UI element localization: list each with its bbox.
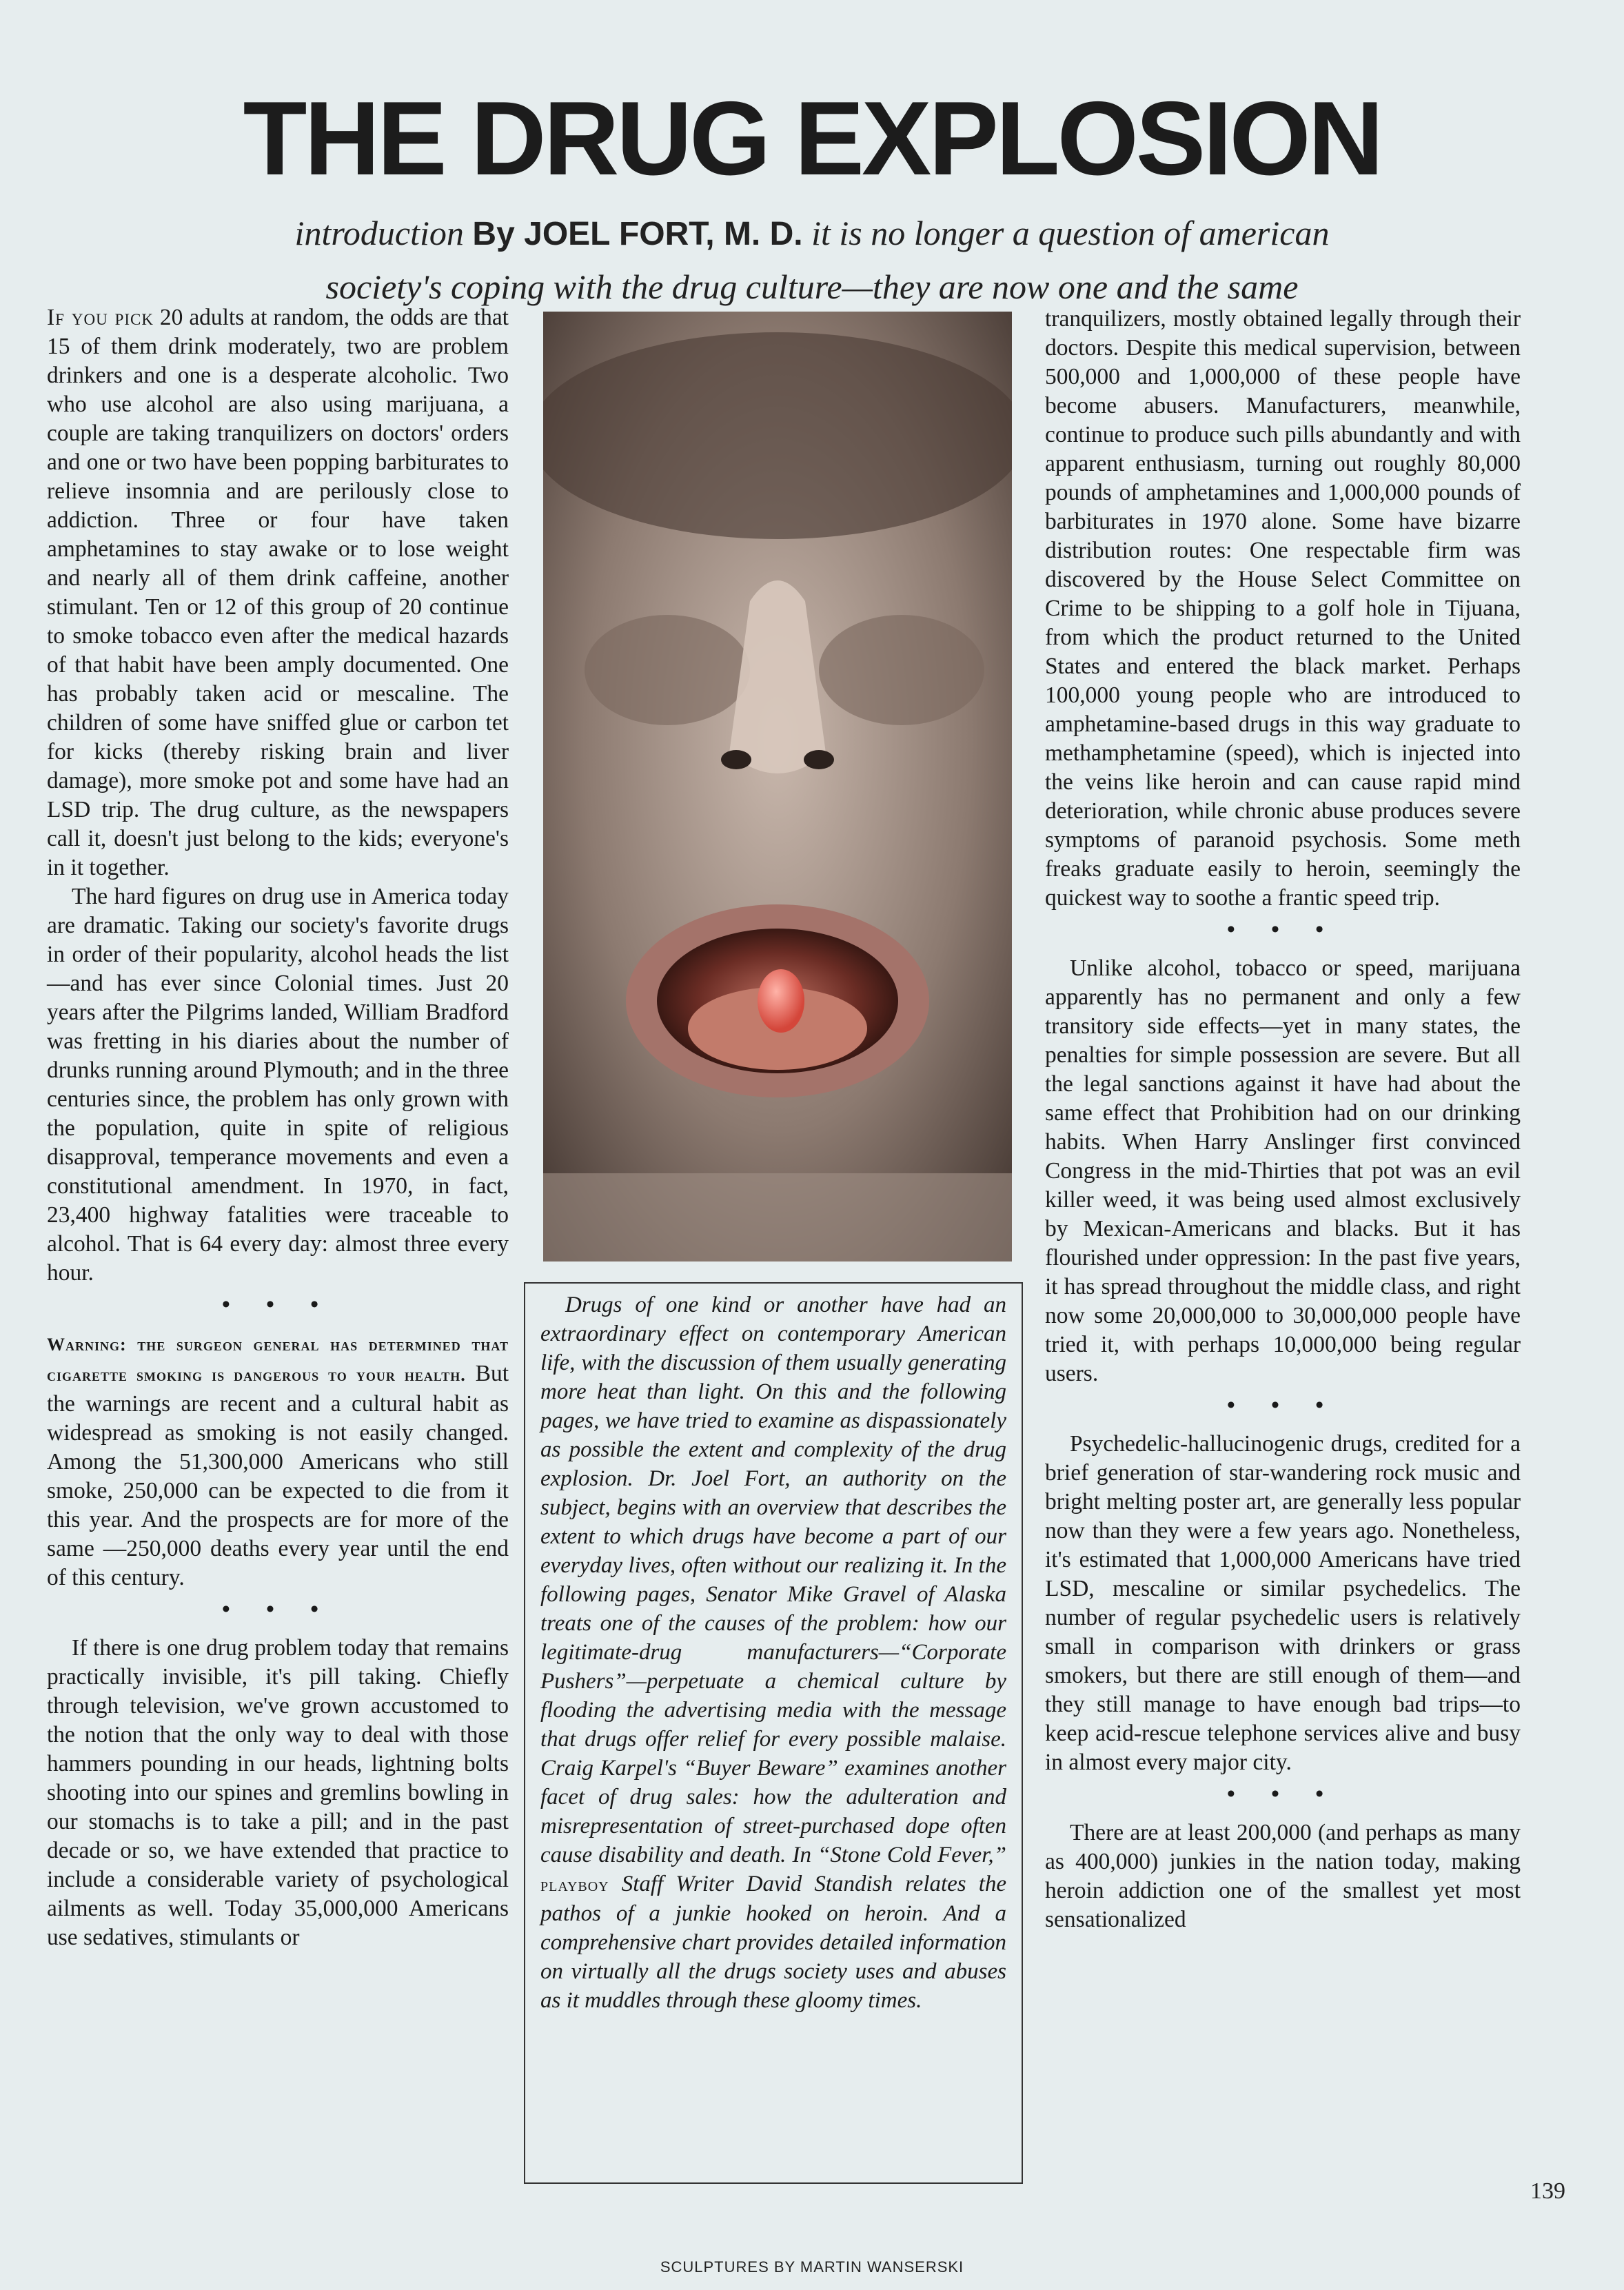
intro-prefix: introduction: [294, 214, 464, 252]
text-column-left: [47, 303, 509, 1952]
warning-lead: Warning: the surgeon general has determined that cigarette smoking is dangerous to your health.: [47, 1335, 509, 1385]
lead-in: If you pick: [47, 305, 154, 330]
section-break: • • •: [222, 1292, 334, 1317]
section-break: • • •: [1227, 1392, 1339, 1418]
deck-line-2: society's coping with the drug culture—they are now one and the same: [325, 267, 1299, 306]
paragraph: tranquilizers, mostly obtained legally through their doctors. Despite this medical supervision, between 500,000 and 1,000,000 of these people have become abusers. Manufacturers, meanwhile, continue to produce such pills abundantly and with apparent enthusiasm, turning out roughly 80,000 pounds of amphetamines and 1,000,000 pounds of barbiturates in 1970 alone. Some have bizarre distribution routes: One respectable firm was discovered by the House Select Committee on Crime to be shipping to a golf hole in Tijuana, from which the product returned to the United States and entered the black market. Perhaps 100,000 young people who are introduced to amphetamine-based drugs in this way graduate to methamphetamine (speed), which is injected into the veins like heroin and can cause rapid mind deterioration, while chronic abuse produces severe symptoms of paranoid psychosis. Some meth freaks graduate easily to heroin, seemingly the quickest way to soothe a frantic speed trip.: [1045, 306, 1521, 911]
paragraph: Psychedelic-hallucinogenic drugs, credited for a brief generation of star-wandering rock music and bright melting poster art, are generally less popular now than they were a few years ago. Nonetheless, it's estimated that 1,000,000 Americans have tried LSD, mescaline or similar psychedelics. The number of regular psychedelic users is relatively small in comparison with drinkers or grass smokers, but there are still enough of them—and they still manage to have enough bad trips—to keep acid-rescue telephone services alive and busy in almost every major city.: [1045, 1431, 1521, 1775]
section-break: • • •: [222, 1597, 334, 1622]
brand-name: playboy: [540, 1874, 609, 1896]
paragraph: [47, 1329, 509, 1592]
paragraph: There are at least 200,000 (and perhaps as many as 400,000) junkies in the nation today, making heroin addiction one of the smallest yet most sensationalized: [1045, 1820, 1521, 1932]
page-title: THE DRUG EXPLOSION: [243, 80, 1381, 197]
page-number: 139: [1530, 2178, 1565, 2204]
paragraph: Unlike alcohol, tobacco or speed, marijuana apparently has no permanent and only a few transitory side effects—yet in many states, the penalties for simple possession are severe. But all the legal sanctions against it have had about the same effect that Prohibition had on our drinking habits. When Harry Anslinger first convinced Congress in the mid-Thirties that pot was an evil killer weed, it was being used almost exclusively by Mexican-Americans and blacks. But it has flourished under oppression: In the past five years, it has spread throughout the middle class, and right now some 20,000,000 to 30,000,000 people have tried it, with perhaps 10,000,000 being regular users.: [1045, 955, 1521, 1386]
sculpture-photo: [543, 312, 1012, 1261]
deck-line-1: it is no longer a question of american: [811, 214, 1330, 252]
section-break: • • •: [1227, 1781, 1339, 1807]
editor-note-text: Staff Writer David Standish relates the pathos of a junkie hooked on heroin. And a comprehensive chart provides detailed information on virtually all the drugs society uses and abuses as it muddles through these gloomy times.: [540, 1872, 1007, 2013]
section-break: • • •: [1227, 917, 1339, 942]
paragraph: The hard figures on drug use in America today are dramatic. Taking our society's favorite drugs in order of their popularity, alcohol heads the list—and has ever since Colonial times. Just 20 years after the Pilgrims landed, William Bradford was fretting in his diaries about the number of drunks running around Plymouth; and in the three centuries since, the problem has only grown with the population, quite in spite of religious disapproval, temperance movements and even a constitutional amendment. In 1970, in fact, 23,400 highway fatalities were traceable to alcohol. That is 64 every day: almost three every hour.: [47, 884, 509, 1286]
intro-line-1: [0, 207, 1624, 261]
face-sculpture-illustration: [543, 312, 1012, 1261]
intro-deck: [0, 207, 1624, 313]
editor-note-box: [524, 1282, 1023, 2184]
paragraph: If there is one drug problem today that remains practically invisible, it's pill taking. Chiefly through television, we've grown accustomed to the notion that the only way to deal with those hammers pounding in our heads, lightning bolts shooting into our spines and gremlins bowling in our stomachs is to take a pill; and in the past decade or so, we have extended that practice to include a considerable variety of psychological ailments as well. Today 35,000,000 Americans use sedatives, stimulants or: [47, 1635, 509, 1950]
text-column-right: [1045, 305, 1521, 1934]
author-byline: By JOEL FORT, M. D.: [472, 216, 803, 252]
paragraph: [47, 303, 509, 882]
editor-note: [540, 1290, 1006, 2015]
photo-credit: SCULPTURES BY MARTIN WANSERSKI: [660, 2258, 964, 2276]
editor-note-text: Drugs of one kind or another have had an extraordinary effect on contemporary American life, with the discussion of them usually generating more heat than light. On this and the following pages, we have tried to examine as dispassionately as possible the extent and complexity of the drug explosion. Dr. Joel Fort, an authority on the subject, begins with an overview that describes the extent to which drugs have become a part of our everyday lives, often without our realizing it. In the following pages, Senator Mike Gravel of Alaska treats one of the causes of the problem: how our legitimate-drug manufacturers—“Corporate Pushers”—perpetuate a chemical culture by flooding the advertising media with the message that drugs offer relief for every possible malaise. Craig Karpel's “Buyer Beware” examines another facet of drug sales: how the adulteration and misrepresentation of street-purchased dope often cause disability and death. In “Stone Cold Fever,”: [540, 1293, 1006, 1867]
paragraph-text: But the warnings are recent and a cultural habit as widespread as smoking is not easily changed. Among the 51,300,000 Americans who still smoke, 250,000 can be expected to die from it this year. And the prospects are for more of the same —250,000 deaths every year until the end of this century.: [47, 1361, 509, 1590]
paragraph-text: 20 adults at random, the odds are that 15 of them drink moderately, two are problem drinkers and one is a desperate alcoholic. Two who use alcohol are also using marijuana, a couple are taking tranquilizers on doctors' orders and one or two have been popping barbiturates to relieve insomnia and are perilously close to addiction. Three or four have taken amphetamines to stay awake or to lose weight and nearly all of them drink caffeine, another stimulant. Ten or 12 of this group of 20 continue to smoke tobacco even after the medical hazards of that habit have been amply documented. One has probably taken acid or mescaline. The children of some have sniffed glue or carbon tet for kicks (thereby risking brain and liver damage), more smoke pot and some have had an LSD trip. The drug culture, as the newspapers call it, doesn't just belong to the kids; everyone's in it together.: [47, 305, 509, 880]
